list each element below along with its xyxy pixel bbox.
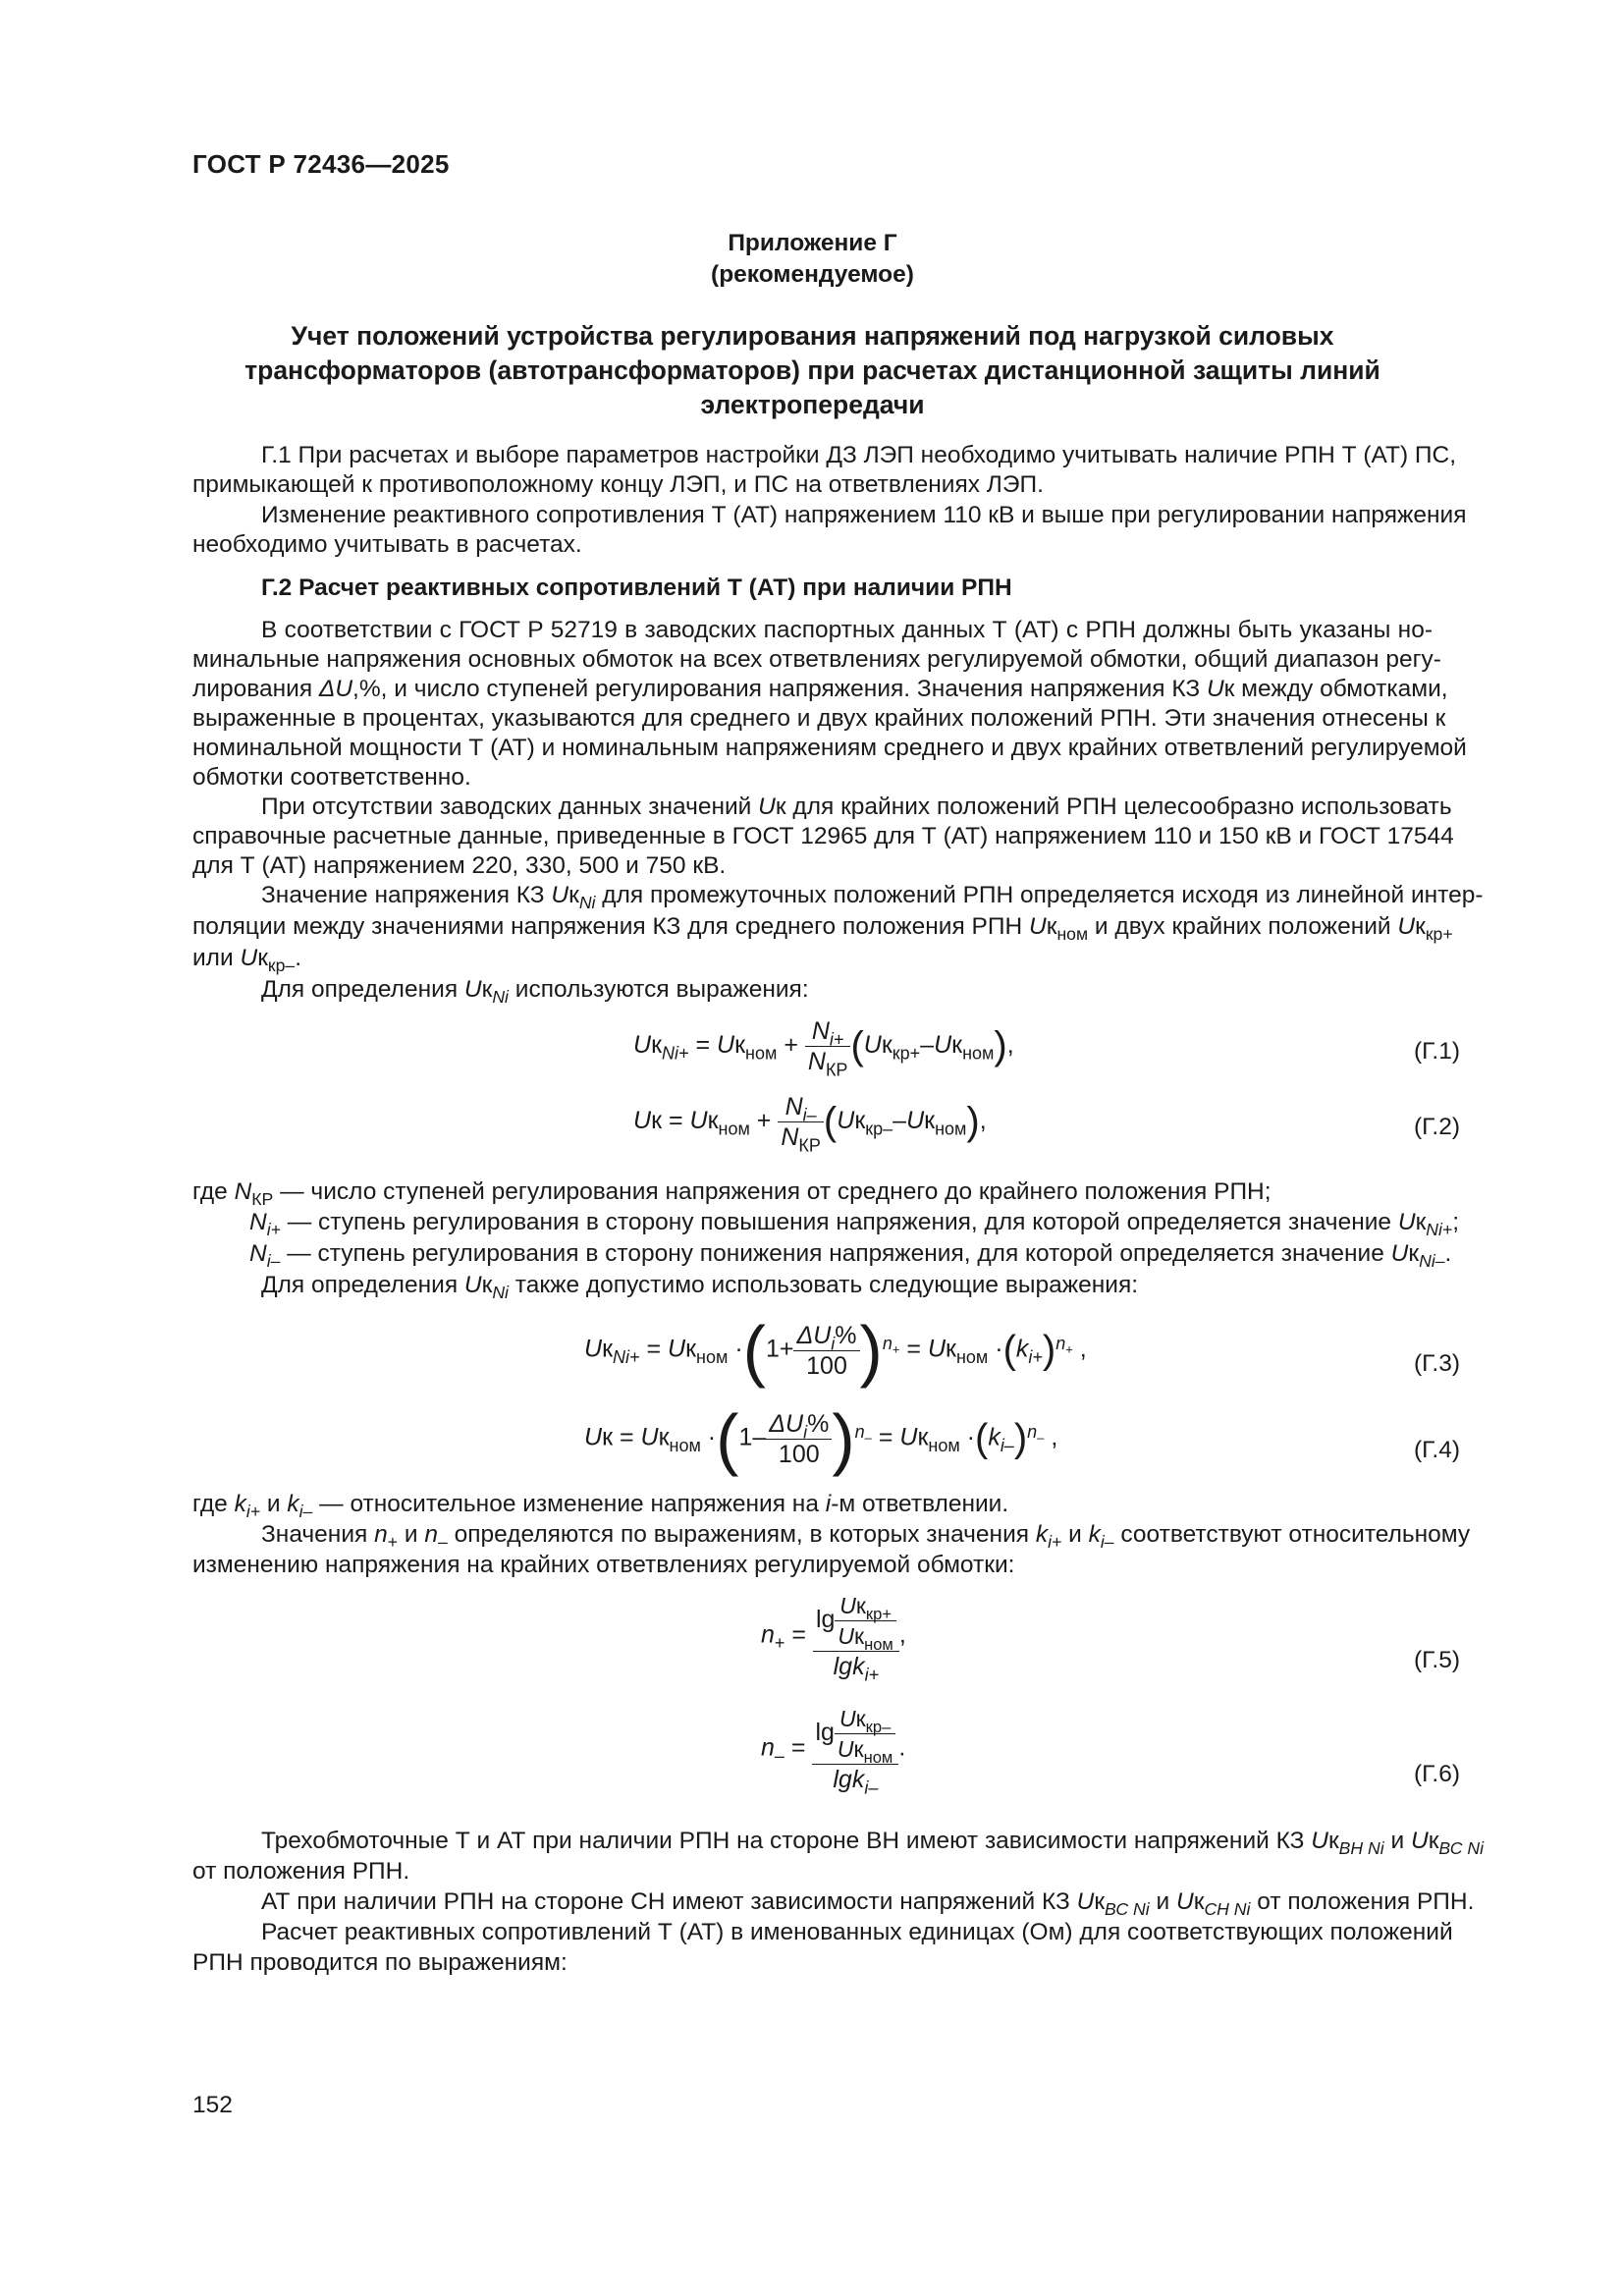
section-heading: Г.2 Расчет реактивных сопротивлений Т (АТ) при наличии РПН	[261, 574, 1012, 601]
equation-g1: $Uк_{Ni+} = Uк_{ном}$ + $\frac{N_{i+}}{N_{КР}}$ $(Uк_{кр+}-Uк_{ном})$,	[633, 1017, 1014, 1080]
paragraph-line: Расчет реактивных сопротивлений Т (АТ) в именованных единицах (Ом) для соответствующих положений	[261, 1919, 1453, 1945]
equation-g2: Uк = $Uк_{ном}$ + $\frac{N_{i-}}{N_{КР}}$ $(Uк_{кр-}-Uк_{ном})$,	[633, 1093, 987, 1156]
paragraph-line: от положения РПН.	[192, 1858, 410, 1885]
paragraph-line: Изменение реактивного сопротивления Т (АТ) напряжением 110 кВ и выше при регулировании напряжения	[261, 502, 1467, 528]
equation-g5: $n_+$ = lg $\frac{Uк_{кр+}}{Uк_{ном}}$ lgk$_{i+}$ ,	[761, 1593, 906, 1685]
paragraph-line: Г.1 При расчетах и выборе параметров настройки ДЗ ЛЭП необходимо учитывать наличие РПН Т (АТ) ПС,	[261, 442, 1457, 468]
paragraph-line: изменению напряжения на крайних ответвлениях регулируемой обмотки:	[192, 1552, 1015, 1578]
title-line: Учет положений устройства регулирования напряжений под нагрузкой силовых	[291, 321, 1334, 351]
paragraph-line: Для определения $Uк_{Ni}$ также допустимо использовать следующие выражения:	[261, 1272, 1139, 1303]
paragraph-line: номинальной мощности Т (АТ) и номинальным напряжениям среднего и двух крайних ответвлений регулируемой	[192, 735, 1467, 761]
equation-g6: $n_-$ = lg $\frac{Uк_{кр-}}{Uк_{ном}}$ lgk$_{i-}$ .	[761, 1706, 906, 1798]
appendix-status: (рекомендуемое)	[711, 261, 914, 288]
paragraph-line: минальные напряжения основных обмоток на всех ответвлениях регулируемой обмотки, общий диапазон регу-	[192, 646, 1441, 673]
title-line: электропередачи	[700, 390, 925, 419]
paragraph-line: выраженные в процентах, указываются для среднего и двух крайних положений РПН. Эти значения отнесены к	[192, 705, 1446, 732]
paragraph-line: поляции между значениями напряжения КЗ для среднего положения РПН $Uк_{ном}$ и двух крайних положений $Uк_{кр+}$	[192, 913, 1453, 945]
definition-line: где $N_{КР}$ — число ступеней регулирования напряжения от среднего до крайнего положения РПН;	[192, 1178, 1271, 1210]
equation-number: (Г.1)	[1414, 1038, 1461, 1065]
equation-number: (Г.4)	[1414, 1437, 1461, 1463]
paragraph-line: Для определения $Uк_{Ni}$ используются выражения:	[261, 976, 809, 1008]
appendix-name: Приложение Г	[728, 230, 897, 256]
paragraph-line: Трехобмоточные Т и АТ при наличии РПН на стороне ВН имеют зависимости напряжений КЗ $Uк_{ВН Ni}$ и $Uк_{ВС Ni}$	[261, 1828, 1485, 1859]
equation-g4: Uк = $Uк_{ном} \cdot(1-$ $\frac{\Delta U_i\%}{100}$ )$^{n_-} = Uк_{ном} \cdot(k_{i-})^{n_-}$ ,	[584, 1400, 1058, 1477]
equation-number: (Г.5)	[1414, 1647, 1461, 1673]
page-number: 152	[192, 2092, 233, 2118]
document-code: ГОСТ Р 72436—2025	[192, 149, 450, 179]
equation-number: (Г.6)	[1414, 1761, 1461, 1787]
title-line: трансформаторов (автотрансформаторов) при расчетах дистанционной защиты линий	[244, 355, 1380, 385]
appendix-heading	[192, 228, 1433, 291]
paragraph-line: необходимо учитывать в расчетах.	[192, 531, 582, 558]
definition-line: $N_{i-}$ — ступень регулирования в сторону понижения напряжения, для которой определяется значение $Uк_{Ni-}$.	[249, 1240, 1452, 1272]
paragraph-line: обмотки соответственно.	[192, 764, 471, 791]
definition-line: где $k_{i+}$ и $k_{i-}$ — относительное изменение напряжения на i-м ответвлении.	[192, 1491, 1009, 1522]
paragraph-line: лирования ΔU,%, и число ступеней регулирования напряжения. Значения напряжения КЗ Uк между обмотками,	[192, 676, 1448, 702]
paragraph-line: Значение напряжения КЗ $Uк_{Ni}$ для промежуточных положений РПН определяется исходя из линейной интер-	[261, 882, 1484, 913]
paragraph-line: При отсутствии заводских данных значений Uк для крайних положений РПН целесообразно использовать	[261, 793, 1452, 820]
paragraph-line: В соответствии с ГОСТ Р 52719 в заводских паспортных данных Т (АТ) с РПН должны быть указаны но-	[261, 617, 1433, 643]
appendix-title	[192, 319, 1433, 422]
definition-line: $N_{i+}$ — ступень регулирования в сторону повышения напряжения, для которой определяется значение $Uк_{Ni+}$;	[249, 1209, 1460, 1240]
paragraph-line: или $Uк_{кр-}$.	[192, 945, 302, 976]
paragraph-line: РПН проводится по выражениям:	[192, 1949, 568, 1976]
paragraph-line: Значения $n_+$ и $n_-$ определяются по выражениям, в которых значения $k_{i+}$ и $k_{i-}$ соответствуют относительному	[261, 1521, 1471, 1553]
equation-number: (Г.2)	[1414, 1114, 1461, 1140]
paragraph-line: для Т (АТ) напряжением 220, 330, 500 и 750 кВ.	[192, 852, 727, 879]
equation-g3: $Uк_{Ni+} = Uк_{ном} \cdot(1+$ $\frac{\Delta U_i\%}{100}$ )$^{n_+} = Uк_{ном} \cdot(k_{i+})^{n_+}$ ,	[584, 1312, 1087, 1389]
paragraph-line: АТ при наличии РПН на стороне СН имеют зависимости напряжений КЗ $Uк_{ВС Ni}$ и $Uк_{СН Ni}$ от положения РПН.	[261, 1888, 1475, 1920]
equation-number: (Г.3)	[1414, 1350, 1461, 1377]
paragraph-line: примыкающей к противоположному концу ЛЭП, и ПС на ответвлениях ЛЭП.	[192, 471, 1044, 498]
paragraph-line: справочные расчетные данные, приведенные в ГОСТ 12965 для Т (АТ) напряжением 110 и 150 кВ и ГОСТ 17544	[192, 823, 1454, 849]
